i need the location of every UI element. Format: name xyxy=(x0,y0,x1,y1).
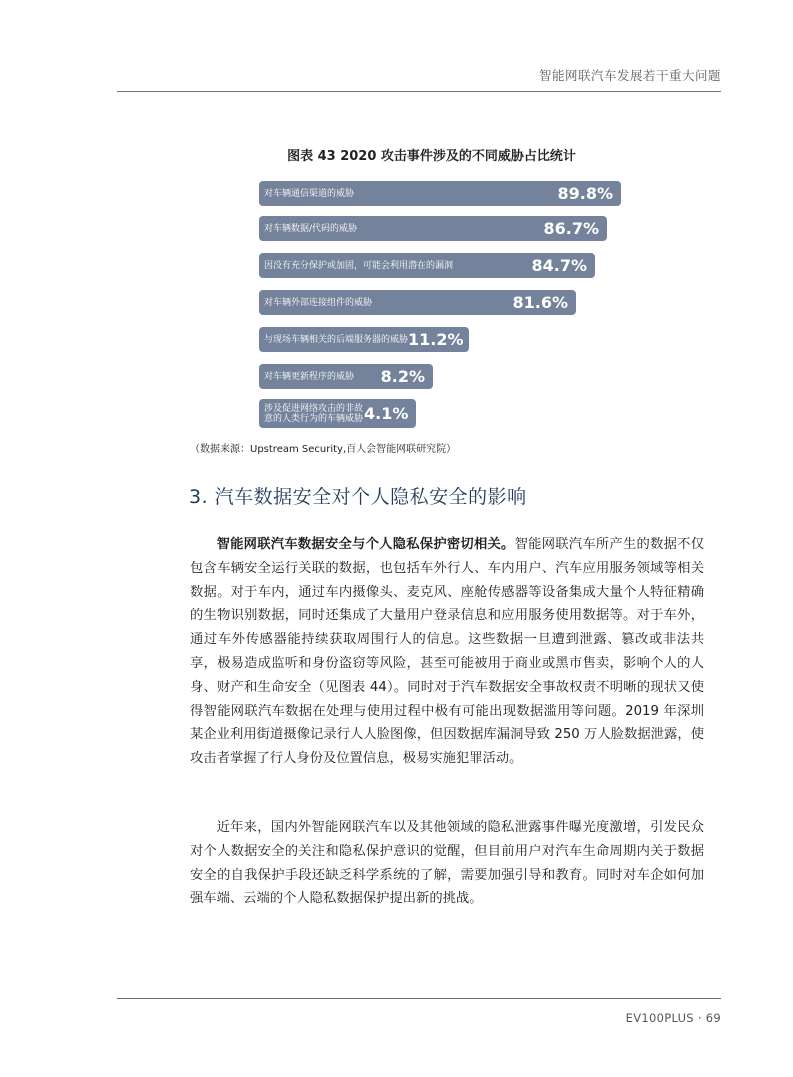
running-header-title: 智能网联汽车发展若干重大问题 xyxy=(538,68,721,83)
bar-value: 8.2% xyxy=(380,367,425,386)
bar-value: 4.1% xyxy=(364,404,409,423)
footer-rule xyxy=(117,998,721,999)
bar-label: 与现场车辆相关的后端服务器的威胁 xyxy=(264,334,409,345)
paragraph-1 xyxy=(190,533,704,771)
header-rule xyxy=(117,91,721,92)
bar-update-procedures xyxy=(259,364,433,389)
bar-label: 涉及促进网络攻击的非故意的人类行为的车辆威胁 xyxy=(264,403,364,424)
bar-unintentional-human-behavior xyxy=(259,399,416,428)
bar-value: 84.7% xyxy=(531,256,587,275)
bar-label: 对车辆更新程序的威胁 xyxy=(264,371,355,382)
bar-label: 对车辆数据/代码的威胁 xyxy=(264,223,358,234)
figure-source: （数据来源：Upstream Security,百人会智能网联研究院） xyxy=(190,444,457,455)
bar-vehicle-communication-channel xyxy=(259,181,621,206)
bar-label: 对车辆外部连接组件的威胁 xyxy=(264,297,373,308)
bar-backend-servers xyxy=(259,327,469,352)
bar-vehicle-data-code xyxy=(259,216,607,241)
paragraph-1-lead: 智能网联汽车数据安全与个人隐私保护密切相关。 xyxy=(216,537,515,552)
bar-label: 因没有充分保护或加固，可能会利用潜在的漏洞 xyxy=(264,260,454,271)
bar-value: 89.8% xyxy=(557,184,613,203)
bar-label: 对车辆通信渠道的威胁 xyxy=(264,188,355,199)
section-heading: 3. 汽车数据安全对个人隐私安全的影响 xyxy=(189,486,527,508)
bar-value: 11.2% xyxy=(408,330,464,349)
bar-unprotected-vulnerabilities xyxy=(259,253,595,278)
paragraph-2: 近年来，国内外智能网联汽车以及其他领域的隐私泄露事件曝光度激增，引发民众对个人数据安全的关注和隐私保护意识的觉醒，但目前用户对汽车生命周期内关于数据安全的自我保护手段还缺乏科学系统的了解，需要加强引导和教育。同时对车企如何加强车端、云端的个人隐私数据保护提出新的挑战。 xyxy=(190,820,704,907)
figure-title: 图表 43 2020 攻击事件涉及的不同威胁占比统计 xyxy=(287,149,576,164)
bar-external-connected-components xyxy=(259,290,576,315)
bar-value: 86.7% xyxy=(543,219,599,238)
page-folio: EV100PLUS · 69 xyxy=(625,1011,721,1025)
bar-value: 81.6% xyxy=(512,293,568,312)
paragraph-1-body: 智能网联汽车所产生的数据不仅包含车辆安全运行关联的数据，也包括车外行人、车内用户、汽车应用服务领域等相关数据。对于车内，通过车内摄像头、麦克风、座舱传感器等设备集成大量个人特征精确的生物识别数据，同时还集成了大量用户登录信息和应用服务使用数据等。对于车外，通过车外传感器能持续获取周围行人的信息。这些数据一旦遭到泄露、篡改或非法共享，极易造成监听和身份盗窃等风险，甚至可能被用于商业或黑市售卖，影响个人的人身、财产和生命安全（见图表 44）。同时对于汽车数据安全事故权责不明晰的现状又使得智能网联汽车数据在处理与使用过程中极有可能出现数据滥用等问题。2019 年深圳某企业利用街道摄像记录行人人脸图像，但因数据库漏洞导致 250 万人脸数据泄露，使攻击者掌握了行人身份及位置信息，极易实施犯罪活动。 xyxy=(190,537,705,767)
